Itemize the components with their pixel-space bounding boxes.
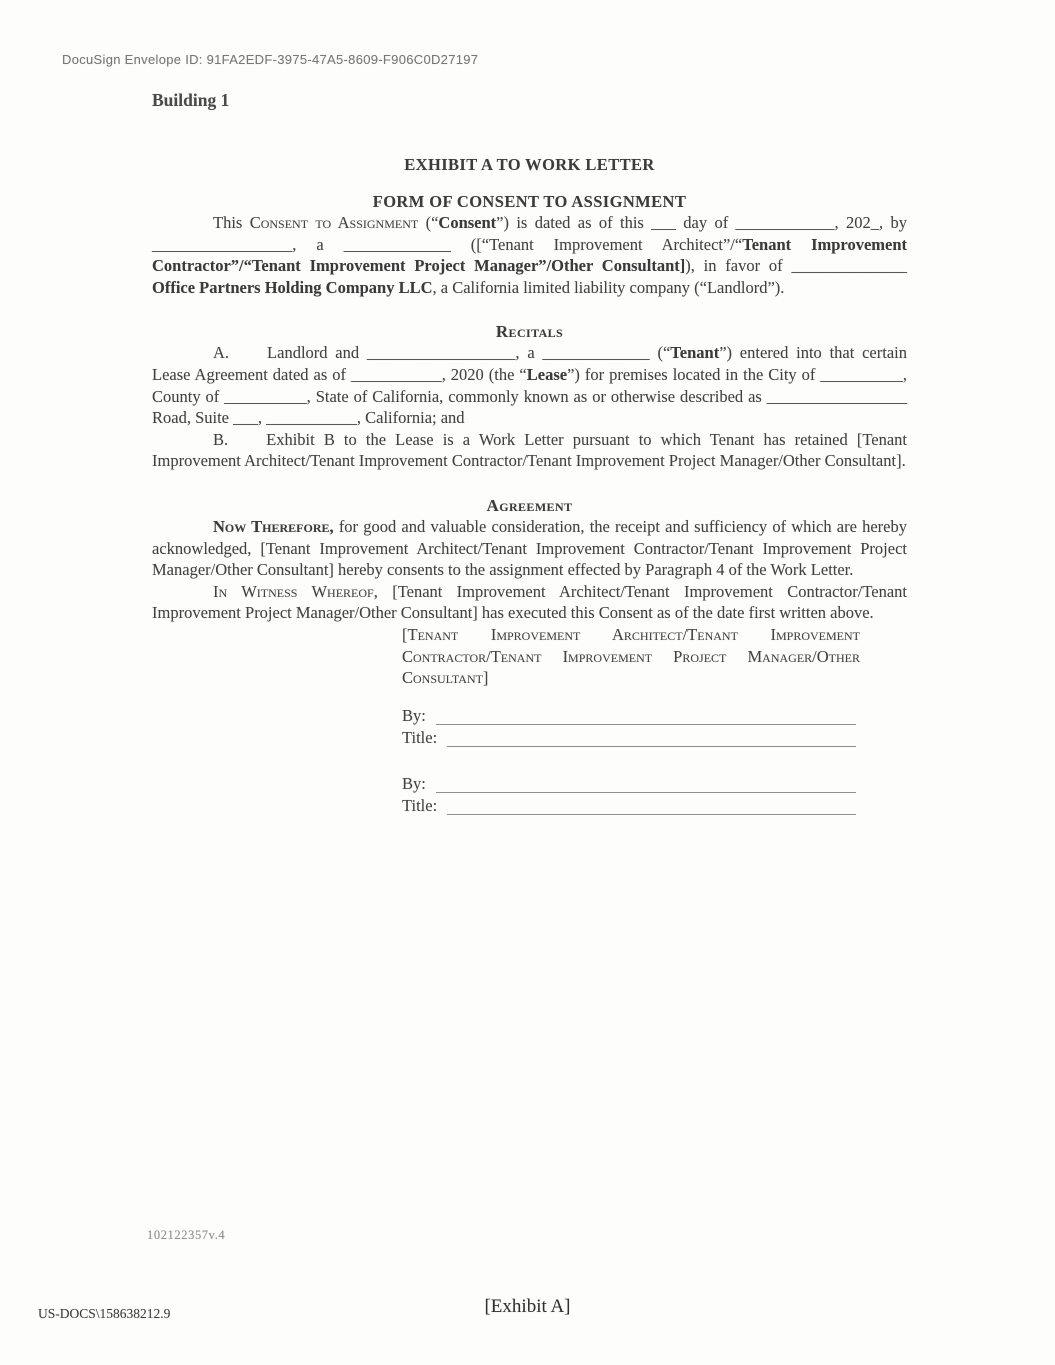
title-line-1	[402, 727, 860, 749]
by-signature-rule-1	[436, 709, 856, 725]
recital-b-paragraph: B. Exhibit B to the Lease is a Work Letter pursuant to which Tenant has retained [Tenant Improvement Architect/Tenant Improvement Contractor/Tenant Improvement Project Manager/Other Consultant].	[152, 429, 907, 471]
by-label-2: By:	[402, 773, 426, 793]
title-label-2: Title:	[402, 795, 438, 815]
form-title: FORM OF CONSENT TO ASSIGNMENT	[372, 192, 687, 211]
signature-lines-1	[402, 705, 860, 749]
exhibit-title: EXHIBIT A TO WORK LETTER	[404, 155, 655, 174]
signature-lines-2	[402, 773, 860, 817]
intro-paragraph: This Consent to Assignment (“Consent”) is dated as of this ___ day of ____________, 202_, by _________________, a _____________ ([“Tenant Improvement Architect”/“Tenant Improvement Contractor”/“Tenant Improvement Project Manager”/Other Consultant]), in favor of ______________ Office Partners Holding Company LLC, a California limited liability company (“Landlord”).	[152, 213, 908, 297]
signature-gap	[402, 749, 860, 773]
title-signature-rule-2	[447, 799, 856, 815]
signature-block	[402, 624, 860, 817]
building-label: Building 1	[152, 90, 230, 110]
title-signature-rule-1	[447, 731, 856, 747]
footer-exhibit-label: [Exhibit A]	[484, 1296, 571, 1317]
title-label-1: Title:	[402, 727, 438, 747]
by-label-1: By:	[402, 705, 426, 725]
document-body	[152, 0, 907, 817]
recital-a-paragraph: A. Landlord and __________________, a _____________ (“Tenant”) entered into that certain Lease Agreement dated as of ___________, 2020 (the “Lease”) for premises located in the City of __________, County of __________, State of California, commonly known as or otherwise described as _________________ Road, Suite ___, ___________, California; and	[152, 343, 907, 428]
witness-paragraph: In Witness Whereof, [Tenant Improvement Architect/Tenant Improvement Contractor/Tenant Improvement Project Manager/Other Consultant] has executed this Consent as of the date first written above.	[152, 581, 907, 623]
recitals-heading: Recitals	[495, 322, 564, 342]
agreement-heading: Agreement	[486, 495, 573, 515]
document-version-number: 102122357v.4	[147, 1228, 226, 1242]
docusign-envelope-id: DocuSign Envelope ID: 91FA2EDF-3975-47A5-8609-F906C0D27197	[62, 52, 479, 67]
by-line-1	[402, 705, 860, 727]
by-signature-rule-2	[436, 777, 856, 793]
signature-party-name: [Tenant Improvement Architect/Tenant Improvement Contractor/Tenant Improvement Project Manager/Other Consultant]	[402, 624, 860, 688]
by-line-2	[402, 773, 860, 795]
title-line-2	[402, 795, 860, 817]
footer-docs-reference: US-DOCS\158638212.9	[38, 1306, 171, 1321]
agreement-paragraph: Now Therefore, for good and valuable consideration, the receipt and sufficiency of which are hereby acknowledged, [Tenant Improvement Architect/Tenant Improvement Contractor/Tenant Improvement Project Manager/Other Consultant] hereby consents to the assignment effected by Paragraph 4 of the Work Letter.	[152, 516, 907, 580]
